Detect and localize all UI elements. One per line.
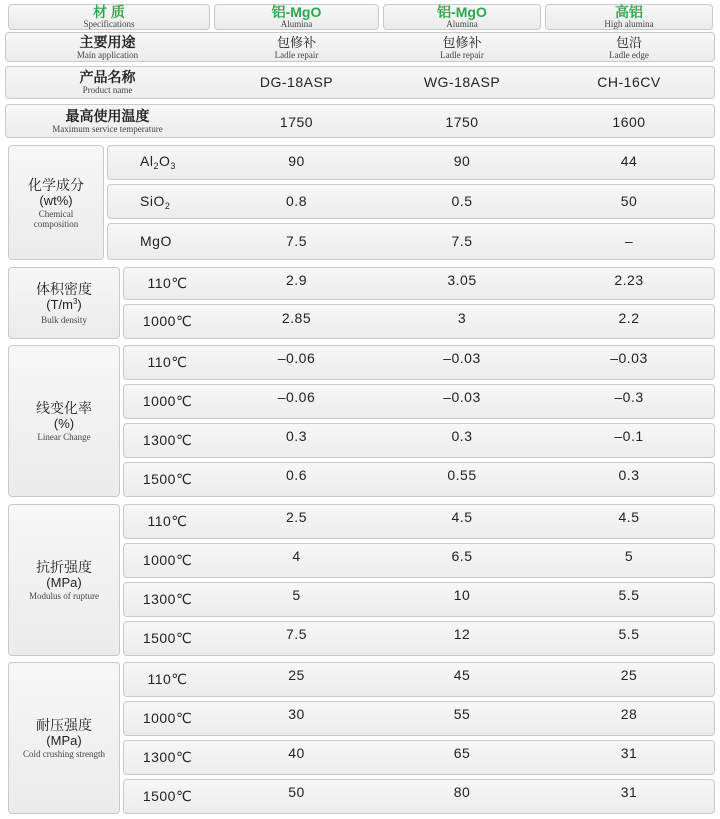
density-temp-1000: 1000℃ [142,313,193,329]
chemical-name-al2o3 [140,153,176,169]
chemical-label-cn: 化学成分 [28,176,84,193]
crushing-temp-110: 110℃ [147,671,188,687]
header-col2-cn: 铝-MgO [437,4,487,20]
al-text: Al [140,153,154,169]
crushing-1000-col3: 28 [620,706,638,722]
mgo-col3: – [624,233,634,249]
rupture-label-cn: 抗折强度 [36,559,92,575]
product-col1: DG-18ASP [259,74,334,90]
mgo-col1: 7.5 [286,233,307,249]
rupture-temp-1000: 1000℃ [142,552,193,568]
density-unit-text: (T/m [46,297,73,312]
chemical-name-mgo: MgO [140,233,172,249]
linear-110-col3: –0.03 [610,350,648,366]
linear-1000-col2: –0.03 [443,389,481,405]
crushing-1300-col1: 40 [288,745,305,761]
rupture-1300-col2: 10 [453,587,471,603]
linear-unit: (%) [53,416,75,431]
rupture-1500-col3: 5.5 [618,626,640,642]
application-col1 [214,32,379,62]
sio-sub: 2 [164,201,171,211]
max-temp-col2: 1750 [445,114,479,130]
linear-1000-col1: –0.06 [277,389,316,405]
density-110-col2: 3.05 [447,272,477,288]
crushing-110-col3: 25 [620,667,638,683]
header-col3-cn: 高铝 [615,4,643,20]
linear-1500-col3: 0.3 [618,467,640,483]
sio-text: SiO [140,193,165,209]
application-col3 [545,32,713,62]
rupture-temp-1300: 1300℃ [142,591,193,607]
density-group-label [8,267,120,339]
product-label [5,66,210,99]
chemical-label-en-1: Chemical [38,208,74,219]
application-col3-en: Ladle edge [609,49,649,60]
rupture-1500-col2: 12 [453,626,471,642]
linear-1300-col1: 0.3 [286,428,307,444]
application-col2-cn: 包修补 [442,34,482,50]
crushing-temp-1000: 1000℃ [142,710,193,726]
product-col3: CH-16CV [597,74,661,90]
header-col1-cn: 铝-MgO [271,4,322,20]
density-unit-end: ) [77,297,82,312]
linear-label-cn: 线变化率 [36,400,92,416]
crushing-temp-1300: 1300℃ [142,749,193,765]
density-1000-col2: 3 [457,310,467,326]
rupture-1000-col2: 6.5 [451,548,473,564]
crushing-group-label [8,662,120,814]
linear-110-col1: –0.06 [277,350,316,366]
density-label-cn: 体积密度 [36,281,92,297]
linear-temp-1500: 1500℃ [142,471,193,487]
rupture-1500-col1: 7.5 [286,626,307,642]
o-text: O [158,153,171,169]
mgo-col2: 7.5 [451,233,473,249]
application-col2-en: Ladle repair [440,49,484,60]
density-unit-sup: 3 [72,297,78,306]
density-1000-col3: 2.2 [618,310,640,326]
linear-temp-1300: 1300℃ [142,432,193,448]
density-110-col1: 2.9 [286,272,307,288]
header-col3-en: High alumina [604,19,654,29]
sio2-col2: 0.5 [451,193,473,209]
rupture-110-col1: 2.5 [286,509,307,525]
o-sub: 3 [170,161,176,171]
header-col3-cell [545,4,713,30]
crushing-1300-col3: 31 [620,745,638,761]
sio2-col1: 0.8 [286,193,307,209]
crushing-1500-col3: 31 [620,784,638,800]
product-col2: WG-18ASP [423,74,501,90]
linear-1500-col1: 0.6 [286,467,307,483]
application-label-cn: 主要用途 [79,33,136,50]
crushing-1000-col2: 55 [453,706,471,722]
max-temp-col3: 1600 [612,114,646,130]
rupture-110-col2: 4.5 [451,509,473,525]
crushing-label-cn: 耐压强度 [36,717,92,733]
application-col3-cn: 包沿 [615,34,642,50]
rupture-temp-110: 110℃ [147,513,188,529]
product-label-en: Product name [82,85,133,95]
linear-1000-col3: –0.3 [614,389,644,405]
sio2-col3: 50 [620,193,638,209]
density-label-en: Bulk density [41,315,87,325]
al2o3-col1: 90 [288,153,305,169]
max-temp-label [5,104,210,138]
chemical-name-sio2 [140,193,170,209]
density-unit [46,297,82,315]
rupture-110-col3: 4.5 [618,509,640,525]
density-1000-col1: 2.85 [281,310,312,326]
al-sub: 2 [153,161,159,171]
linear-temp-110: 110℃ [147,354,188,370]
rupture-unit: (MPa) [46,575,82,590]
crushing-label-en: Cold crushing strength [23,749,105,759]
header-col1-en: Alumina [280,19,313,29]
linear-group-label [8,345,120,497]
linear-1500-col2: 0.55 [447,467,477,483]
crushing-110-col1: 25 [288,667,305,683]
density-110-col3: 2.23 [614,272,644,288]
rupture-label-en: Modulus of rupture [29,591,99,601]
crushing-1500-col2: 80 [453,784,471,800]
linear-temp-1000: 1000℃ [142,393,193,409]
product-label-cn: 产品名称 [79,69,136,85]
crushing-temp-1500: 1500℃ [142,788,193,804]
rupture-temp-1500: 1500℃ [142,630,193,646]
header-col1-cell [214,4,379,30]
header-material-cn: 材 质 [93,4,125,20]
header-col2-cell [383,4,541,30]
rupture-1300-col3: 5.5 [618,587,640,603]
crushing-1500-col1: 50 [288,784,305,800]
rupture-1300-col1: 5 [292,587,301,603]
density-temp-110: 110℃ [147,275,188,291]
max-temp-label-en: Maximum service temperature [52,123,163,134]
application-col1-cn: 包修补 [276,34,316,50]
crushing-1300-col2: 65 [453,745,471,761]
max-temp-col1: 1750 [279,114,314,130]
al2o3-col3: 44 [620,153,638,169]
header-material-en: Specifications [83,19,135,29]
header-material-cell [8,4,210,30]
application-label [5,32,210,62]
al2o3-col2: 90 [453,153,471,169]
rupture-1000-col3: 5 [624,548,634,564]
crushing-1000-col1: 30 [288,706,305,722]
crushing-110-col2: 45 [453,667,471,683]
application-label-en: Main application [76,49,139,60]
linear-110-col2: –0.03 [443,350,481,366]
linear-1300-col3: –0.1 [614,428,644,444]
application-col2 [383,32,541,62]
rupture-1000-col1: 4 [292,548,301,564]
chemical-group-label [8,145,104,260]
chemical-label-en-2: composition [33,218,79,229]
header-col2-en: Alumina [446,19,478,29]
linear-label-en: Linear Change [37,432,91,442]
rupture-group-label [8,504,120,656]
application-col1-en: Ladle repair [274,49,319,60]
chemical-unit: (wt%) [39,192,73,208]
linear-1300-col2: 0.3 [451,428,473,444]
crushing-unit: (MPa) [46,733,82,748]
max-temp-label-cn: 最高使用温度 [65,107,150,124]
